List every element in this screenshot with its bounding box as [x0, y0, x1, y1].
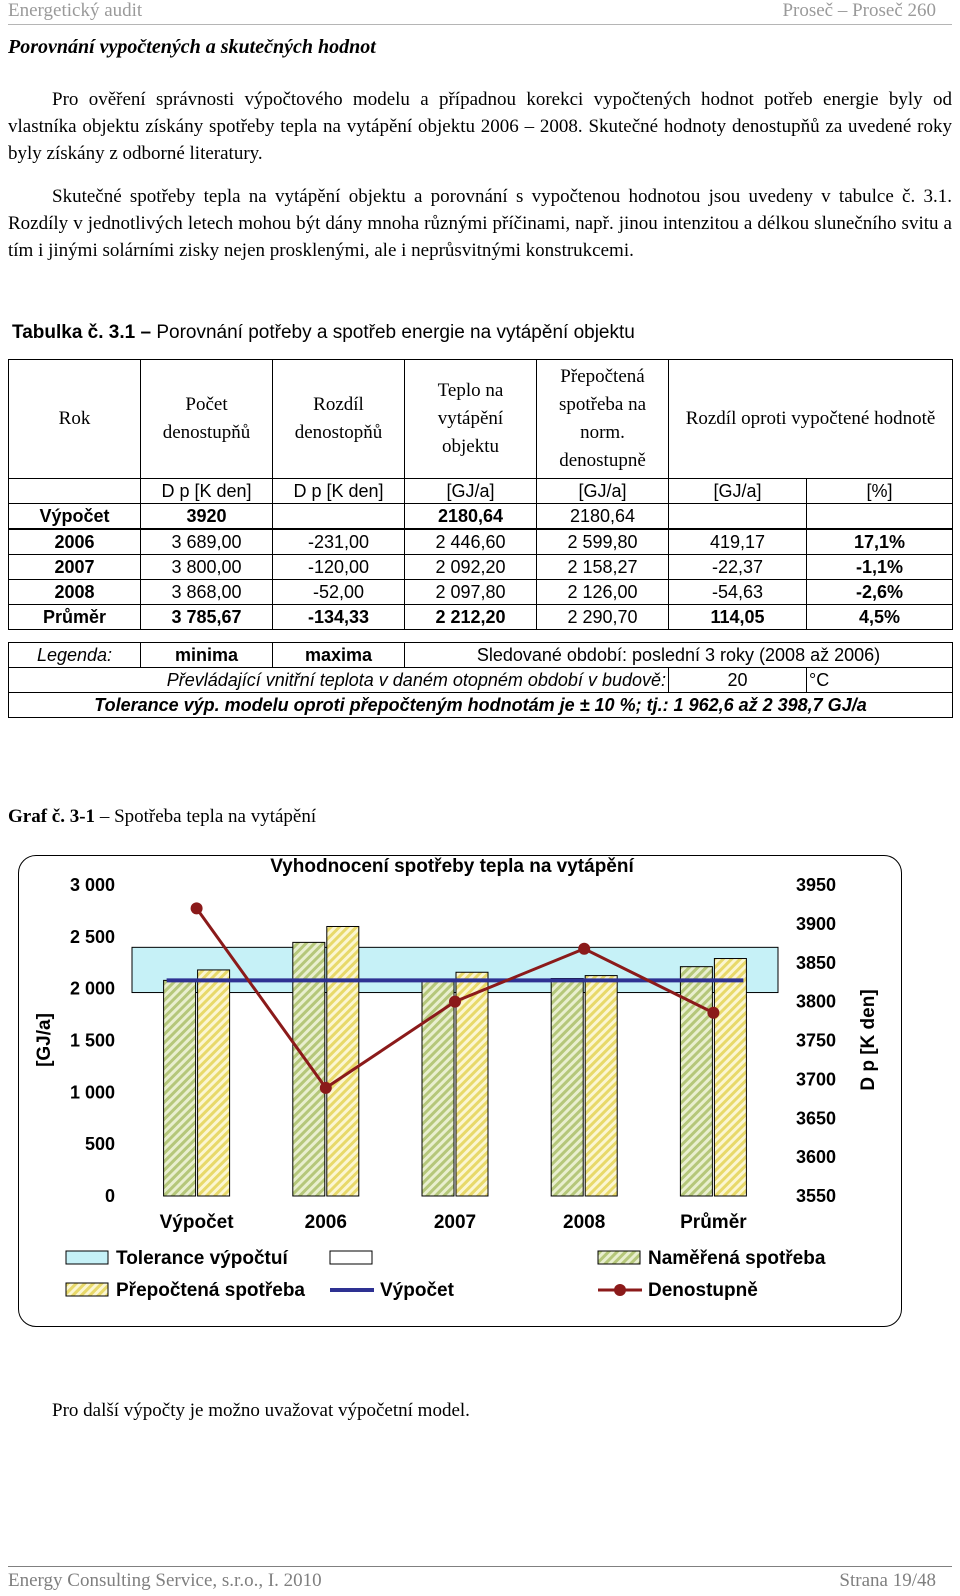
legend-namerena-swatch	[598, 1251, 640, 1264]
footer-left: Energy Consulting Service, s.r.o., I. 2010	[8, 1570, 322, 1591]
footer-divider	[8, 1566, 952, 1567]
cell: 2006	[9, 529, 141, 555]
cell: 17,1%	[807, 529, 953, 555]
y2-tick-label: 3600	[796, 1147, 837, 1168]
graph-caption-dash: –	[99, 806, 110, 827]
bar-prepoctena-spotreba	[456, 972, 488, 1196]
band-segment	[271, 948, 380, 991]
y-tick-label: 1 500	[69, 1030, 115, 1051]
header-right: Proseč – Proseč 260	[782, 0, 936, 21]
table-caption-dash: –	[140, 322, 152, 343]
y-tick-label: 3 000	[69, 875, 115, 895]
header-pocet-denostupnu: Počet denostupňů	[141, 360, 273, 479]
y-tick-label: 0	[104, 1186, 115, 1206]
cell: 2 126,00	[537, 580, 669, 605]
cell: 2180,64	[405, 504, 537, 530]
bar-prepoctena-spotreba	[585, 976, 617, 1196]
unit-cell: [%]	[807, 479, 953, 504]
header-rozdil-denostupnu: Rozdíl denostopňů	[273, 360, 405, 479]
y2-tick-label: 3700	[796, 1069, 837, 1090]
cell: 2008	[9, 580, 141, 605]
header-teplo: Teplo na vytápění objektu	[405, 360, 537, 479]
x-tick-label: Výpočet	[159, 1212, 234, 1233]
legend-denostupne-marker	[614, 1284, 626, 1296]
graph-caption-label: Graf č. 3-1	[8, 806, 96, 827]
unit-cell: D p [K den]	[141, 479, 273, 504]
legend-label: Legenda:	[9, 643, 141, 668]
temp-label: Převládající vnitřní teplota v daném otopném období v budově:	[9, 668, 669, 693]
chart-title: Vyhodnocení spotřeby tepla na vytápění	[270, 856, 634, 877]
legend-minima: minima	[141, 643, 273, 668]
tolerance-note: Tolerance výp. modelu oproti přepočteným hodnotám je ± 10 %; tj.: 1 962,6 až 2 398,7 GJ/a	[9, 693, 953, 718]
cell: 3 800,00	[141, 555, 273, 580]
band-segment	[659, 948, 768, 991]
bar-prepoctena-spotreba	[714, 959, 746, 1196]
x-tick-label: Průměr	[680, 1212, 747, 1233]
denostupne-point	[191, 902, 203, 914]
y2-tick-label: 3650	[796, 1108, 837, 1129]
cell: -120,00	[273, 555, 405, 580]
legend-vypocet-label: Výpočet	[380, 1280, 454, 1301]
header-rozdil-oproti: Rozdíl oproti vypočtené hodnotě	[669, 360, 953, 479]
section-title: Porovnání vypočtených a skutečných hodnot	[8, 36, 376, 58]
cell: Průměr	[9, 605, 141, 630]
closing-text: Pro další výpočty je možno uvažovat výpočetní model.	[52, 1400, 470, 1421]
table-caption-text: Porovnání potřeby a spotřeb energie na vytápění objektu	[156, 322, 635, 343]
cell: -1,1%	[807, 555, 953, 580]
cell: 3 868,00	[141, 580, 273, 605]
unit-cell: D p [K den]	[273, 479, 405, 504]
legend-tolerance-swatch	[66, 1251, 108, 1264]
paragraph-2-text: Skutečné spotřeby tepla na vytápění objektu a porovnání s vypočtenou hodnotou jsou uvedeny v tabulce č. 3.1. Rozdíly v jednotlivých letech mohou být dány mnoha různými příčinami, např. jinou intenzitou a délkou slunečního svitu a tím i jinými solárními zisky nejen prosklenými, ale i neprůsvitnými konstrukcemi.	[8, 186, 952, 261]
legend-namerena-label: Naměřená spotřeba	[648, 1248, 826, 1269]
cell: 2007	[9, 555, 141, 580]
header-rok: Rok	[9, 360, 141, 479]
band-segment	[530, 948, 639, 991]
cell: -54,63	[669, 580, 807, 605]
x-tick-label: 2007	[433, 1212, 477, 1233]
bar-prepoctena-spotreba	[327, 926, 359, 1196]
cell: 2 290,70	[537, 605, 669, 630]
unit-cell: [GJ/a]	[669, 479, 807, 504]
legend-maxima: maxima	[273, 643, 405, 668]
temp-value: 20	[669, 668, 807, 693]
y2-tick-label: 3900	[796, 913, 837, 934]
x-tick-label: 2008	[563, 1212, 606, 1233]
cell: 2 092,20	[405, 555, 537, 580]
y-axis-title: [GJ/a]	[34, 1013, 55, 1067]
paragraph-1-text: Pro ověření správnosti výpočtového modelu a případnou korekci vypočtených hodnot potřeb energie byly od vlastníka objektu získány spotřeby tepla na vytápění objektu 2006 – 2008. Skutečné hodnoty denostupňů za uvedené roky byly získány z odborné literatury.	[8, 89, 952, 164]
temp-unit: °C	[807, 668, 953, 693]
cell: 3920	[141, 504, 273, 530]
legend-prepoctena-swatch	[66, 1283, 108, 1296]
denostupne-point	[449, 996, 461, 1008]
cell: 2 599,80	[537, 529, 669, 555]
bar-namerena-spotreba	[164, 980, 196, 1196]
denostupne-point	[707, 1007, 719, 1019]
legend-period: Sledované období: poslední 3 roky (2008 až 2006)	[405, 643, 953, 668]
cell: -231,00	[273, 529, 405, 555]
y2-tick-label: 3800	[796, 991, 837, 1012]
y-tick-label: 1 000	[69, 1082, 115, 1103]
cell: 3 689,00	[141, 529, 273, 555]
graph-caption-text: Spotřeba tepla na vytápění	[114, 806, 317, 827]
y2-tick-label: 3750	[796, 1030, 837, 1051]
table-caption-label: Tabulka č. 3.1	[12, 322, 136, 343]
cell: -134,33	[273, 605, 405, 630]
bar-namerena-spotreba	[551, 979, 583, 1196]
unit-cell: [GJ/a]	[537, 479, 669, 504]
band-segment	[142, 948, 251, 991]
y-tick-label: 500	[84, 1134, 115, 1155]
cell: -22,37	[669, 555, 807, 580]
cell: 114,05	[669, 605, 807, 630]
cell: 2 212,20	[405, 605, 537, 630]
x-tick-label: 2006	[304, 1212, 347, 1233]
header-left: Energetický audit	[8, 0, 143, 21]
y2-tick-label: 3850	[796, 952, 837, 973]
legend-tolerance-label: Tolerance výpočtuí	[116, 1248, 288, 1269]
footer-right: Strana 19/48	[839, 1570, 936, 1591]
legend-blank-swatch	[330, 1251, 372, 1264]
y2-tick-label: 3550	[796, 1186, 837, 1206]
denostupne-point	[578, 943, 590, 955]
unit-cell: [GJ/a]	[405, 479, 537, 504]
cell: 419,17	[669, 529, 807, 555]
header-prepoctena: Přepočtená spotřeba na norm. denostupně	[537, 360, 669, 479]
cell: -2,6%	[807, 580, 953, 605]
denostupne-point	[320, 1082, 332, 1094]
cell: 3 785,67	[141, 605, 273, 630]
cell: 2 158,27	[537, 555, 669, 580]
y-tick-label: 2 500	[69, 926, 115, 947]
y2-tick-label: 3950	[796, 875, 837, 895]
cell: Výpočet	[9, 504, 141, 530]
bar-prepoctena-spotreba	[198, 970, 230, 1196]
y2-axis-title: D p [K den]	[858, 989, 879, 1091]
cell: 4,5%	[807, 605, 953, 630]
cell: 2 097,80	[405, 580, 537, 605]
legend-prepoctena-label: Přepočtená spotřeba	[116, 1280, 305, 1301]
y-tick-label: 2 000	[69, 978, 115, 999]
legend-denostupne-label: Denostupně	[648, 1280, 758, 1301]
cell: 2180,64	[537, 504, 669, 530]
bar-namerena-spotreba	[680, 967, 712, 1196]
cell: -52,00	[273, 580, 405, 605]
cell: 2 446,60	[405, 529, 537, 555]
